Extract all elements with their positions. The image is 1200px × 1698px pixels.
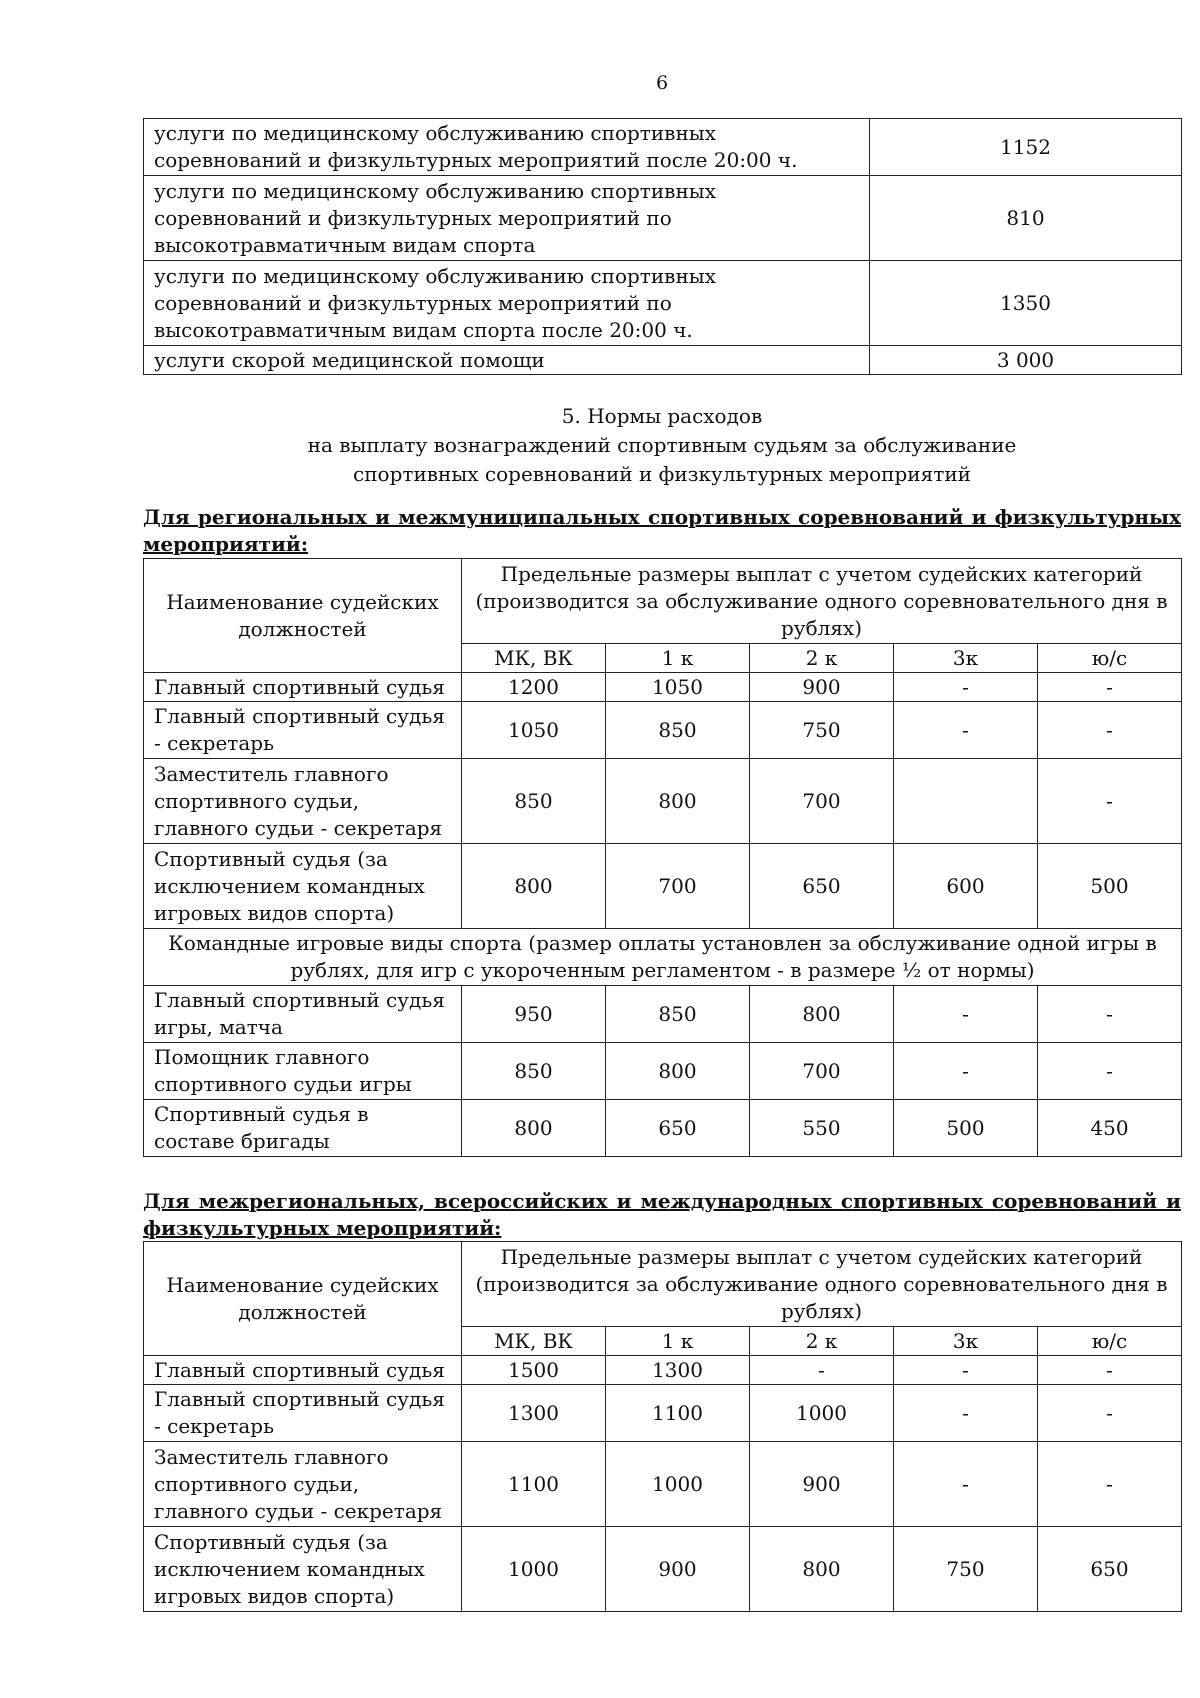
table-row xyxy=(144,119,1182,176)
payment-value: 1050 xyxy=(462,702,606,759)
payment-value: 1000 xyxy=(606,1442,750,1527)
category-header: 3к xyxy=(894,1327,1038,1356)
payment-value: 650 xyxy=(606,1100,750,1157)
payment-value: 1500 xyxy=(462,1356,606,1385)
table-row xyxy=(144,1527,1182,1612)
table-row xyxy=(144,1043,1182,1100)
table-row xyxy=(144,1356,1182,1385)
payment-value: 750 xyxy=(750,702,894,759)
service-price: 1350 xyxy=(870,261,1182,346)
payment-value: - xyxy=(1038,1356,1182,1385)
payment-value: 850 xyxy=(606,702,750,759)
payment-value: 800 xyxy=(606,1043,750,1100)
table-row xyxy=(144,176,1182,261)
payment-value: - xyxy=(894,1356,1038,1385)
position-name: Спортивный судья (за исключением командных игровых видов спорта) xyxy=(144,844,462,929)
table-row xyxy=(144,844,1182,929)
category-header: 1 к xyxy=(606,644,750,673)
payment-value: - xyxy=(1038,1442,1182,1527)
service-price: 810 xyxy=(870,176,1182,261)
payment-value: 850 xyxy=(462,759,606,844)
position-name: Заместитель главного спортивного судьи, главного судьи - секретаря xyxy=(144,1442,462,1527)
table-row xyxy=(144,1100,1182,1157)
table-row xyxy=(144,673,1182,702)
service-price: 3 000 xyxy=(870,346,1182,375)
medical-services-table xyxy=(143,118,1182,375)
table-row xyxy=(144,261,1182,346)
payment-value: 900 xyxy=(606,1527,750,1612)
table-row xyxy=(144,702,1182,759)
payment-value: - xyxy=(750,1356,894,1385)
payment-value: 500 xyxy=(1038,844,1182,929)
position-header: Наименование судейских должностей xyxy=(144,559,462,673)
payment-value: 1300 xyxy=(606,1356,750,1385)
payment-value: 700 xyxy=(606,844,750,929)
team-sports-note-row xyxy=(144,929,1182,986)
payment-value: - xyxy=(1038,673,1182,702)
position-name: Помощник главного спортивного судьи игры xyxy=(144,1043,462,1100)
payment-value: - xyxy=(894,1442,1038,1527)
regional-judges-table xyxy=(143,558,1182,1157)
limit-header: Предельные размеры выплат с учетом судейских категорий (производится за обслуживание одного соревновательного дня в рублях) xyxy=(462,559,1182,644)
category-header: ю/с xyxy=(1038,644,1182,673)
service-name: услуги по медицинскому обслуживанию спортивных соревнований и физкультурных мероприятий после 20:00 ч. xyxy=(144,119,870,176)
position-name: Спортивный судья (за исключением командных игровых видов спорта) xyxy=(144,1527,462,1612)
position-header: Наименование судейских должностей xyxy=(144,1242,462,1356)
table-header-row xyxy=(144,1242,1182,1327)
service-price: 1152 xyxy=(870,119,1182,176)
payment-value: 800 xyxy=(462,844,606,929)
category-header: ю/с xyxy=(1038,1327,1182,1356)
interregional-subtitle xyxy=(143,1188,1181,1242)
category-header: 2 к xyxy=(750,644,894,673)
category-header: МК, ВК xyxy=(462,644,606,673)
payment-value: 900 xyxy=(750,1442,894,1527)
payment-value: - xyxy=(1038,986,1182,1043)
payment-value: - xyxy=(894,1385,1038,1442)
category-header: 2 к xyxy=(750,1327,894,1356)
page-number: 6 xyxy=(655,72,669,94)
position-name: Заместитель главного спортивного судьи, главного судьи - секретаря xyxy=(144,759,462,844)
table-header-row xyxy=(144,559,1182,644)
table-row xyxy=(144,1442,1182,1527)
table-row xyxy=(144,1385,1182,1442)
interregional-subtitle-text: Для межрегиональных, всероссийских и международных спортивных соревнований и физкультурных мероприятий: xyxy=(143,1189,1181,1240)
category-header: 1 к xyxy=(606,1327,750,1356)
section-heading xyxy=(143,402,1181,489)
payment-value: - xyxy=(1038,702,1182,759)
service-name: услуги по медицинскому обслуживанию спортивных соревнований и физкультурных мероприятий по высокотравматичным видам спорта после 20:00 ч. xyxy=(144,261,870,346)
payment-value: 800 xyxy=(606,759,750,844)
payment-value: 600 xyxy=(894,844,1038,929)
payment-value: - xyxy=(1038,759,1182,844)
position-name: Главный спортивный судья xyxy=(144,673,462,702)
position-name: Главный спортивный судья игры, матча xyxy=(144,986,462,1043)
payment-value: 1000 xyxy=(750,1385,894,1442)
payment-value: - xyxy=(894,673,1038,702)
payment-value: - xyxy=(1038,1043,1182,1100)
section-title-line: на выплату вознаграждений спортивным судьям за обслуживание xyxy=(307,433,1017,457)
payment-value: 1100 xyxy=(606,1385,750,1442)
regional-subtitle-text: Для региональных и межмуниципальных спортивных соревнований и физкультурных мероприятий: xyxy=(143,505,1181,556)
payment-value: - xyxy=(894,702,1038,759)
payment-value: 800 xyxy=(750,1527,894,1612)
payment-value: 800 xyxy=(462,1100,606,1157)
team-sports-note: Командные игровые виды спорта (размер оплаты установлен за обслуживание одной игры в рублях, для игр с укороченным регламентом - в размере ½ от нормы) xyxy=(144,929,1182,986)
payment-value: 1200 xyxy=(462,673,606,702)
category-header: 3к xyxy=(894,644,1038,673)
table-row xyxy=(144,986,1182,1043)
regional-subtitle xyxy=(143,504,1181,558)
payment-value: 500 xyxy=(894,1100,1038,1157)
payment-value: 950 xyxy=(462,986,606,1043)
payment-value: 700 xyxy=(750,1043,894,1100)
limit-header: Предельные размеры выплат с учетом судейских категорий (производится за обслуживание одного соревновательного дня в рублях) xyxy=(462,1242,1182,1327)
category-header: МК, ВК xyxy=(462,1327,606,1356)
table-row xyxy=(144,346,1182,375)
payment-value: 1050 xyxy=(606,673,750,702)
payment-value: - xyxy=(894,986,1038,1043)
payment-value: 1100 xyxy=(462,1442,606,1527)
position-name: Главный спортивный судья - секретарь xyxy=(144,702,462,759)
service-name: услуги скорой медицинской помощи xyxy=(144,346,870,375)
payment-value: 650 xyxy=(750,844,894,929)
payment-value: 1000 xyxy=(462,1527,606,1612)
payment-value: 850 xyxy=(606,986,750,1043)
interregional-judges-table xyxy=(143,1241,1182,1612)
position-name: Спортивный судья в составе бригады xyxy=(144,1100,462,1157)
service-name: услуги по медицинскому обслуживанию спортивных соревнований и физкультурных мероприятий по высокотравматичным видам спорта xyxy=(144,176,870,261)
payment-value: 800 xyxy=(750,986,894,1043)
payment-value: 550 xyxy=(750,1100,894,1157)
payment-value: 900 xyxy=(750,673,894,702)
payment-value: 1300 xyxy=(462,1385,606,1442)
table-row xyxy=(144,759,1182,844)
payment-value: - xyxy=(1038,1385,1182,1442)
payment-value: 750 xyxy=(894,1527,1038,1612)
section-title: 5. Нормы расходов xyxy=(561,404,763,428)
position-name: Главный спортивный судья - секретарь xyxy=(144,1385,462,1442)
section-title-line: спортивных соревнований и физкультурных мероприятий xyxy=(353,462,971,486)
payment-value: 450 xyxy=(1038,1100,1182,1157)
payment-value xyxy=(894,759,1038,844)
payment-value: - xyxy=(894,1043,1038,1100)
payment-value: 700 xyxy=(750,759,894,844)
payment-value: 650 xyxy=(1038,1527,1182,1612)
position-name: Главный спортивный судья xyxy=(144,1356,462,1385)
payment-value: 850 xyxy=(462,1043,606,1100)
